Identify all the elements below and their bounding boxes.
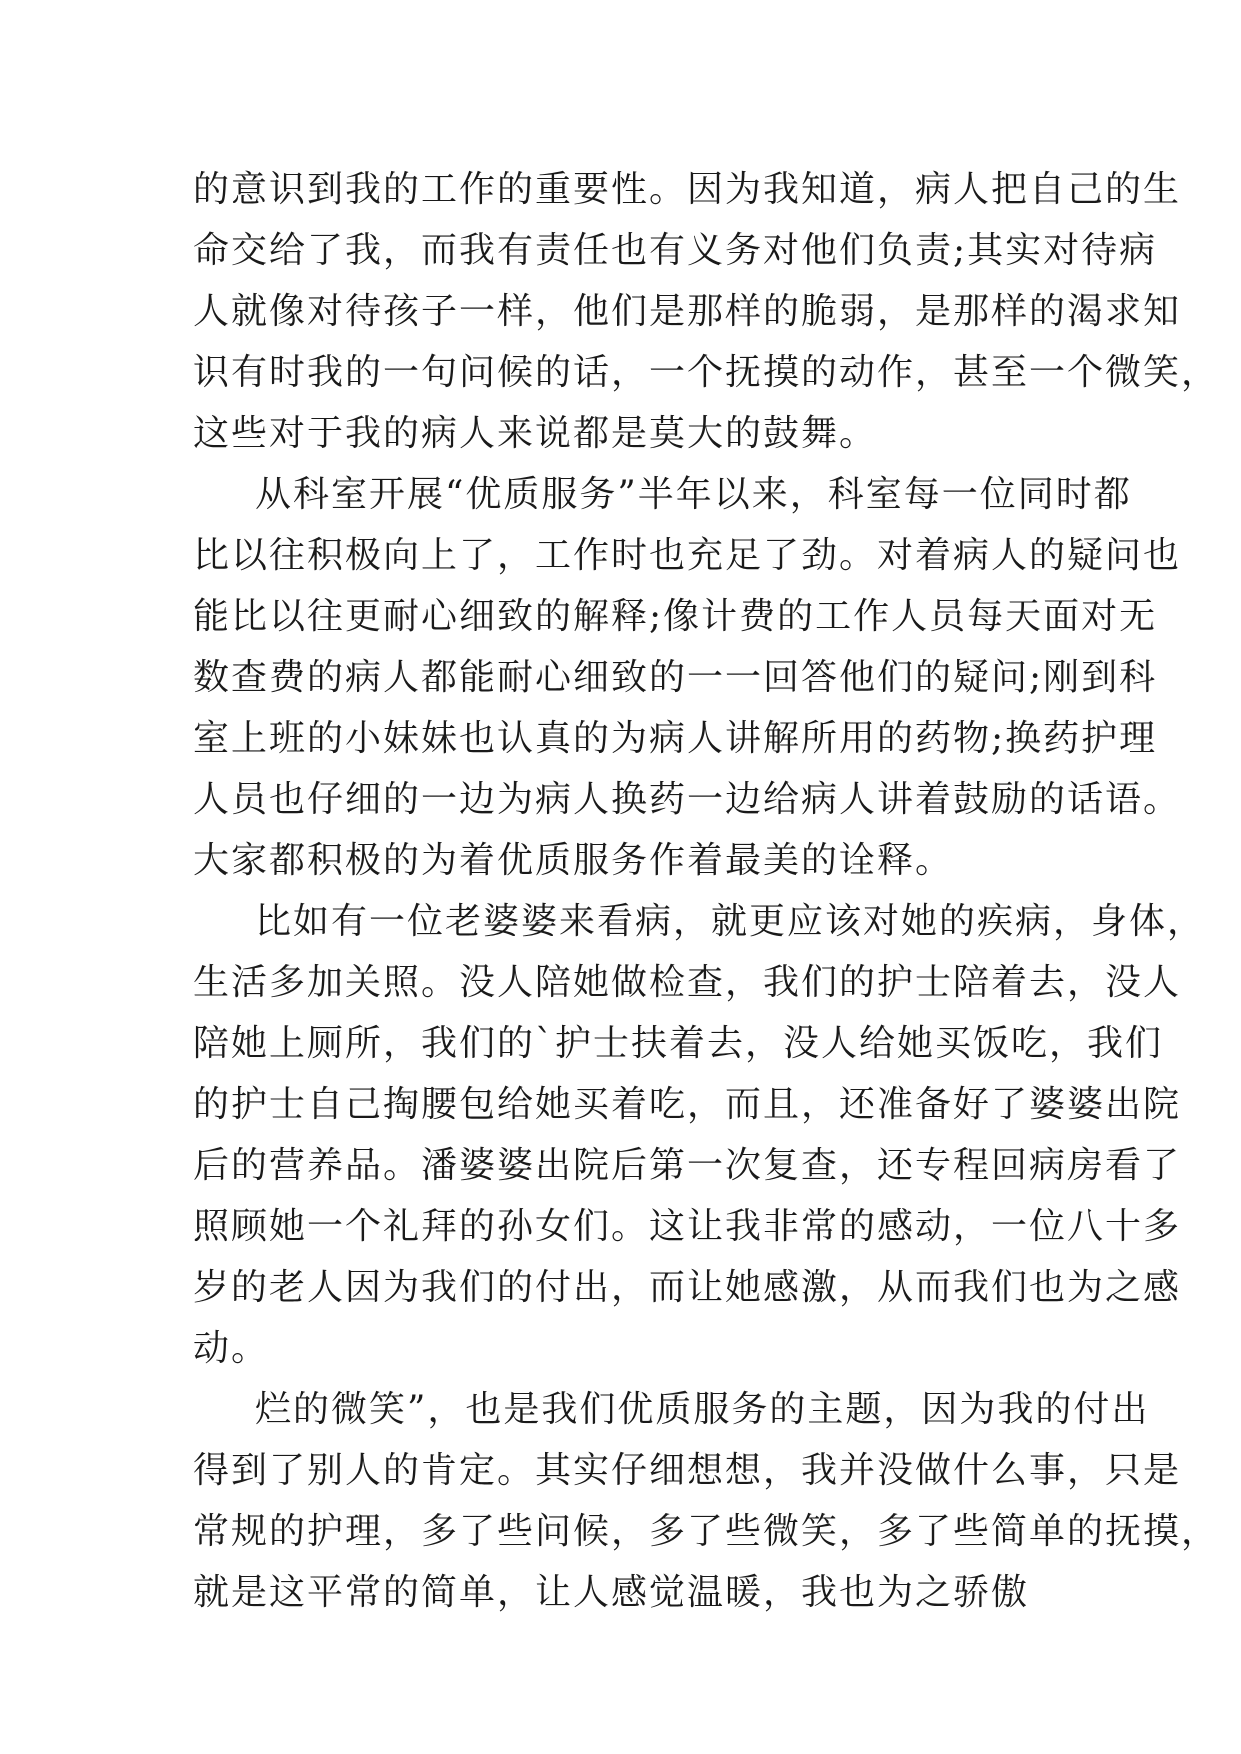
text-line: 生活多加关照。没人陪她做检查，我们的护士陪着去，没人 bbox=[193, 962, 1182, 1003]
paragraph-1 bbox=[193, 159, 1220, 464]
paragraph-3 bbox=[193, 891, 1206, 1379]
text-line: 命交给了我，而我有责任也有义务对他们负责;其实对待病 bbox=[193, 230, 1158, 271]
text-line: 的意识到我的工作的重要性。因为我知道，病人把自己的生 bbox=[193, 169, 1182, 210]
text-line: 识有时我的一句问候的话，一个抚摸的动作，甚至一个微笑， bbox=[193, 352, 1220, 393]
text-line: 从科室开展“优质服务”半年以来，科室每一位同时都 bbox=[255, 474, 1132, 515]
text-line: 常规的护理，多了些问候，多了些微笑，多了些简单的抚摸， bbox=[193, 1511, 1220, 1552]
text-line: 照顾她一个礼拜的孙女们。这让我非常的感动，一位八十多 bbox=[193, 1206, 1182, 1247]
text-line: 比如有一位老婆婆来看病，就更应该对她的疾病，身体， bbox=[255, 901, 1206, 942]
text-line: 能比以往更耐心细致的解释;像计费的工作人员每天面对无 bbox=[193, 596, 1158, 637]
text-line: 人员也仔细的一边为病人换药一边给病人讲着鼓励的话语。 bbox=[193, 779, 1182, 820]
text-line: 后的营养品。潘婆婆出院后第一次复查，还专程回病房看了 bbox=[193, 1145, 1182, 1186]
paragraph-4 bbox=[193, 1379, 1220, 1623]
paragraph-2 bbox=[193, 464, 1182, 891]
text-line: 得到了别人的肯定。其实仔细想想，我并没做什么事，只是 bbox=[193, 1450, 1182, 1491]
text-line: 烂的微笑”，也是我们优质服务的主题，因为我的付出 bbox=[255, 1389, 1150, 1430]
text-line: 大家都积极的为着优质服务作着最美的诠释。 bbox=[193, 840, 954, 881]
text-line: 的护士自己掏腰包给她买着吃，而且，还准备好了婆婆出院 bbox=[193, 1084, 1182, 1125]
text-line: 比以往积极向上了，工作时也充足了劲。对着病人的疑问也 bbox=[193, 535, 1182, 576]
text-line: 陪她上厕所，我们的`护士扶着去，没人给她买饭吃，我们 bbox=[193, 1023, 1164, 1064]
text-line: 岁的老人因为我们的付出，而让她感激，从而我们也为之感 bbox=[193, 1267, 1182, 1308]
text-line: 数查费的病人都能耐心细致的一一回答他们的疑问;刚到科 bbox=[193, 657, 1158, 698]
text-line: 人就像对待孩子一样，他们是那样的脆弱，是那样的渴求知 bbox=[193, 291, 1182, 332]
text-line: 就是这平常的简单，让人感觉温暖，我也为之骄傲 bbox=[193, 1572, 1030, 1613]
text-line: 室上班的小妹妹也认真的为病人讲解所用的药物;换药护理 bbox=[193, 718, 1158, 759]
text-line: 这些对于我的病人来说都是莫大的鼓舞。 bbox=[193, 413, 878, 454]
document-body bbox=[193, 159, 1220, 1623]
text-line: 动。 bbox=[193, 1328, 270, 1369]
